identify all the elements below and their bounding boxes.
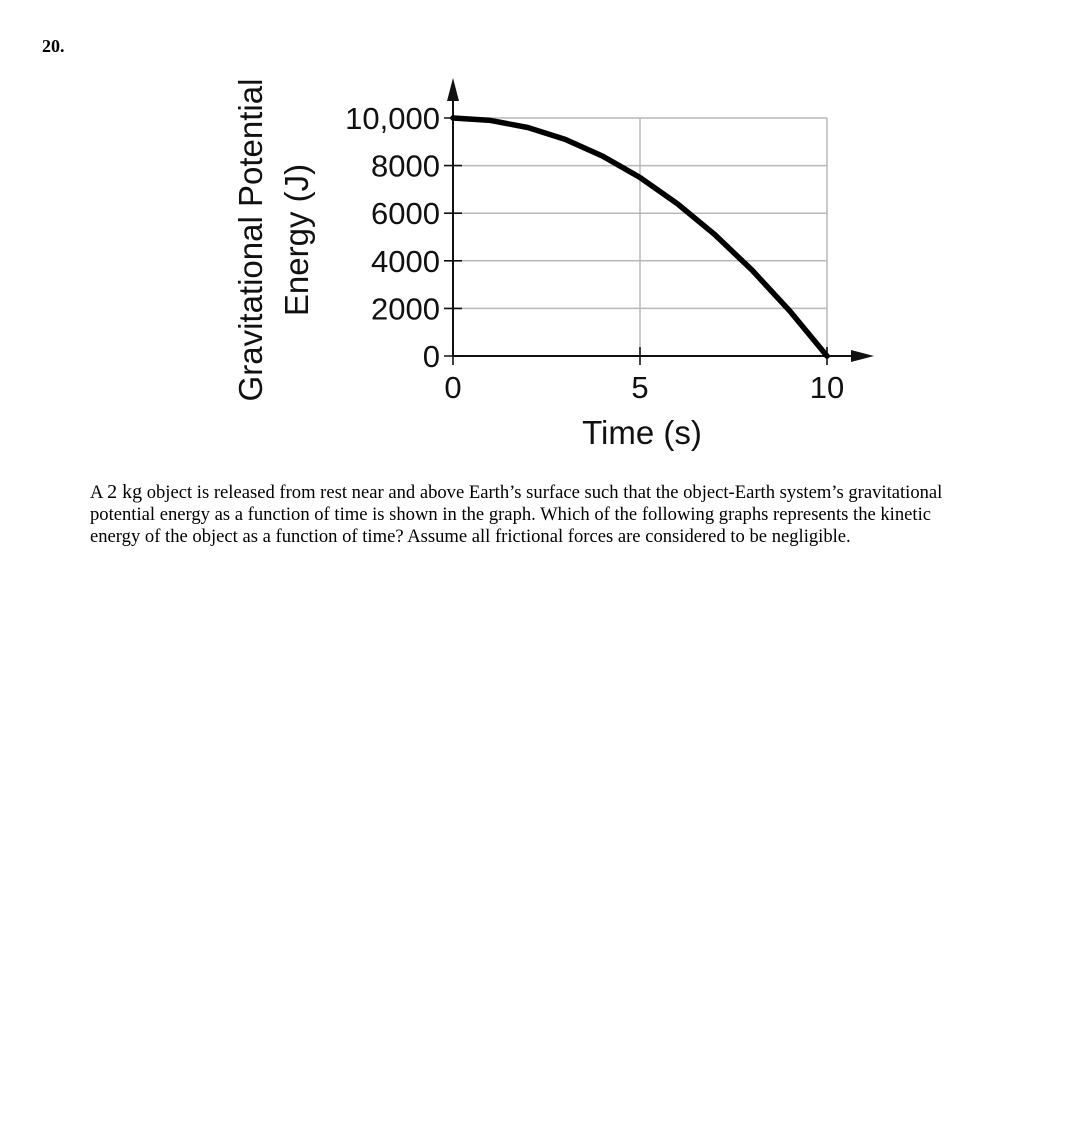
question-line-2: potential energy as a function of time is shown in the graph. Which of the following graphs represents the kinetic	[90, 504, 931, 525]
y-axis-title-line-1: Gravitational Potential	[232, 78, 269, 402]
question-number: 20.	[42, 36, 65, 56]
x-axis-arrow	[851, 350, 874, 362]
question-line-3: energy of the object as a function of time? Assume all frictional forces are considered to be negligible.	[90, 526, 851, 547]
y-tick-label-2: 4000	[371, 243, 440, 279]
x-tick-label-0: 0	[444, 370, 462, 405]
y-tick-label-5: 10,000	[345, 101, 440, 136]
question-text	[90, 481, 1020, 548]
y-tick-label-3: 6000	[371, 196, 440, 232]
grid-lines	[453, 118, 827, 356]
tick-labels	[345, 101, 844, 405]
x-tick-label-2: 10	[809, 370, 845, 405]
y-tick-label-4: 8000	[371, 148, 440, 184]
ticks	[444, 118, 827, 365]
x-axis-title: Time (s)	[582, 414, 702, 451]
y-tick-label-0: 0	[422, 339, 440, 374]
question-line-1: A 2 kg object is released from rest near and above Earth’s surface such that the object-Earth system’s gravitational	[90, 481, 943, 503]
x-tick-label-1: 5	[631, 370, 649, 405]
axes	[447, 78, 874, 362]
gpe-chart	[0, 0, 1080, 470]
y-axis-title-line-2: Energy (J)	[278, 163, 315, 317]
y-axis-arrow	[447, 78, 459, 101]
y-tick-label-1: 2000	[371, 291, 440, 327]
mass-value: 2 kg	[107, 481, 143, 503]
